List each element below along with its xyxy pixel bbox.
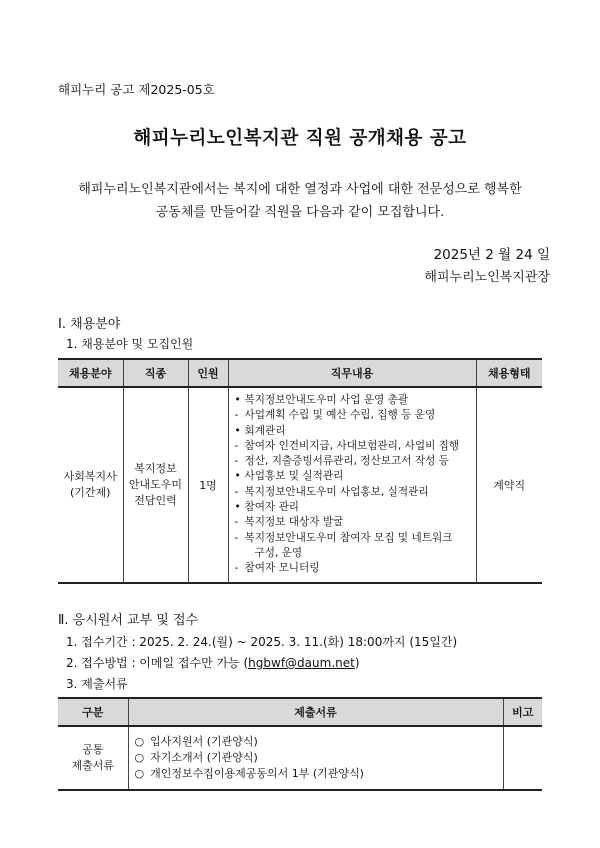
section-2-heading: Ⅱ. 응시원서 교부 및 접수 <box>58 613 199 628</box>
notice-number: 해피누리 공고 제2025-05호 <box>58 82 215 97</box>
notice-date: 2025년 2 월 24 일 <box>433 247 550 263</box>
header-job: 직종 <box>123 359 188 387</box>
job-line-2: 안내도우미 <box>128 477 183 491</box>
circle-bullet-icon: ○ <box>134 767 145 780</box>
application-method <box>66 654 360 671</box>
duty-item: - 복지정보 대상자 발굴 <box>235 515 472 530</box>
application-period: 1. 접수기간 : 2025. 2. 24.(월) ~ 2025. 3. 11.(화) 18:00까지 (15일간) <box>66 635 458 649</box>
document-item: ○ 자기소개서 (기관양식) <box>134 751 258 764</box>
duty-item: - 참여자 모니터링 <box>235 561 472 576</box>
email-link[interactable]: hgbwf@daum.net <box>248 656 355 670</box>
header-employment-type: 채용형태 <box>476 359 542 387</box>
duty-item: - 정산, 지출증빙서류관리, 정산보고서 작성 등 <box>235 454 472 469</box>
header-duties: 직무내용 <box>228 359 476 387</box>
table-row <box>58 387 542 583</box>
field-line-2: (기간제) <box>70 485 111 499</box>
job-cell <box>123 387 188 583</box>
signer: 해피누리노인복지관장 <box>424 270 550 285</box>
documents-table <box>58 697 542 791</box>
method-suffix: ) <box>354 656 360 670</box>
duty-item: • 복지정보안내도우미 사업 운영 총괄 <box>235 393 472 408</box>
duty-item: - 복지정보안내도우미 사업홍보, 실적관리 <box>235 485 472 500</box>
document-title: 해피누리노인복지관 직원 공개채용 공고 <box>133 128 467 149</box>
count-cell: 1명 <box>188 387 228 583</box>
duty-item: • 참여자 관리 <box>235 500 472 515</box>
section-1-subheading: 1. 채용분야 및 모집인원 <box>66 337 194 351</box>
job-line-1: 복지정보 <box>134 461 177 475</box>
header-count: 인원 <box>188 359 228 387</box>
document-item: ○ 개인정보수집이용제공동의서 1부 (기관양식) <box>134 767 364 780</box>
header-documents: 제출서류 <box>128 698 503 726</box>
note-cell <box>503 726 542 790</box>
category-line-1: 공통 <box>82 743 104 756</box>
employment-type-cell: 계약직 <box>476 387 542 583</box>
field-line-1: 사회복지사 <box>63 469 117 483</box>
header-note: 비고 <box>503 698 542 726</box>
field-cell <box>58 387 123 583</box>
recruitment-table <box>58 358 542 584</box>
intro-line-1: 해피누리노인복지관에서는 복지에 대한 열정과 사업에 대한 전문성으로 행복한 <box>78 182 522 197</box>
circle-bullet-icon: ○ <box>134 751 145 764</box>
section-1-heading: Ⅰ. 채용분야 <box>58 317 121 332</box>
header-field: 채용분야 <box>58 359 123 387</box>
category-cell <box>58 726 128 790</box>
duty-item: - 복지정보안내도우미 참여자 모집 및 네트워크 <box>235 531 472 546</box>
duty-item-continued: 구성, 운영 <box>254 546 303 559</box>
job-line-3: 전담인력 <box>134 493 177 507</box>
table-row <box>58 726 542 790</box>
duty-item: • 사업홍보 및 실적관리 <box>235 469 472 484</box>
documents-cell <box>128 726 503 790</box>
category-line-2: 제출서류 <box>71 759 114 772</box>
duty-item: • 회계관리 <box>235 424 472 439</box>
header-category: 구분 <box>58 698 128 726</box>
duty-item: - 사업계획 수립 및 예산 수립, 집행 등 운영 <box>235 408 472 423</box>
circle-bullet-icon: ○ <box>134 735 145 748</box>
duty-item: - 참여자 인건비지급, 사대보험관리, 사업비 집행 <box>235 439 472 454</box>
document-item: ○ 입사지원서 (기관양식) <box>134 735 258 748</box>
duties-cell <box>228 387 476 583</box>
intro-line-2: 공동체를 만들어갈 직원을 다음과 같이 모집합니다. <box>155 205 445 220</box>
method-prefix: 2. 접수방법 : 이메일 접수만 가능 ( <box>66 656 249 670</box>
documents-heading: 3. 제출서류 <box>66 677 128 691</box>
